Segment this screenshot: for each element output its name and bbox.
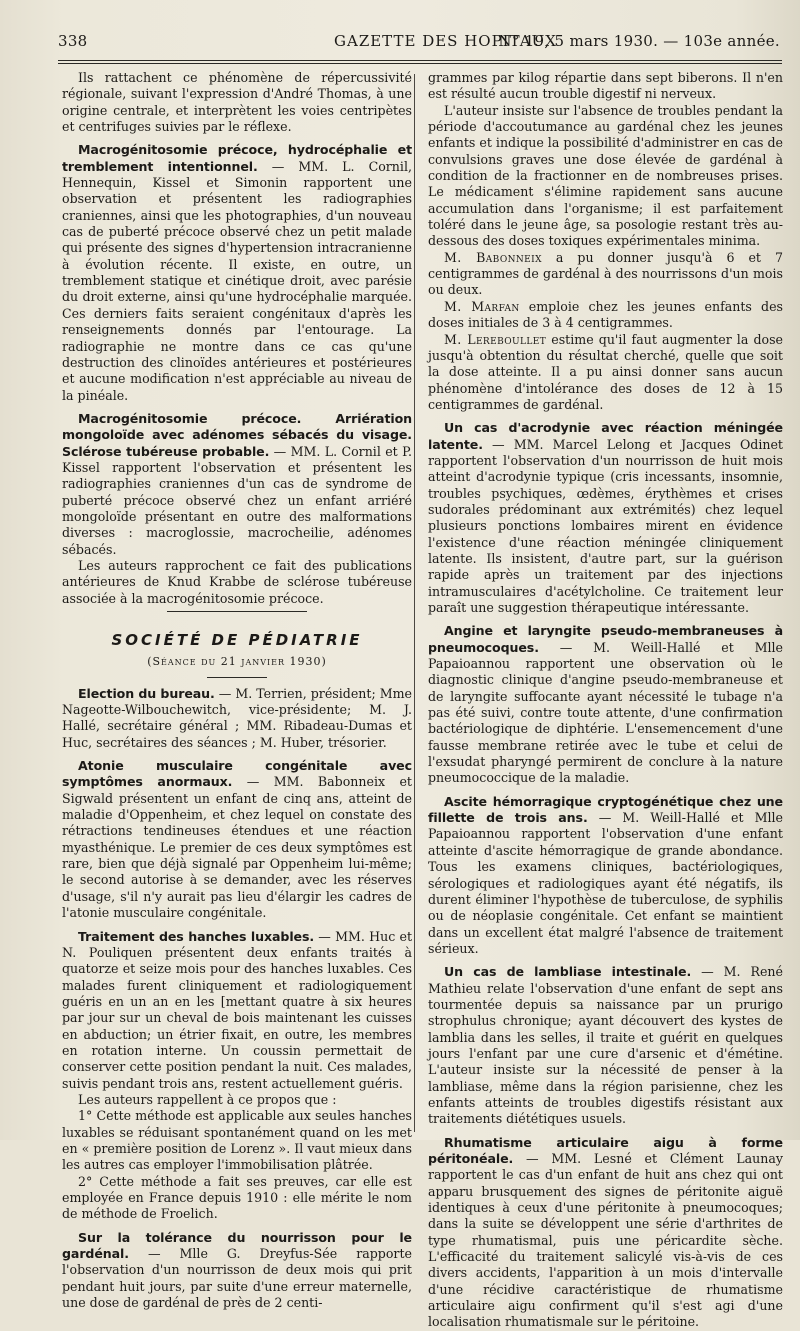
article-title: Un cas d'acrodynie avec réaction méningée latente.: [428, 420, 783, 452]
article-body: rapporte l'observation d'un nourrisson de deux mois qui prit pendant huit jours, par suite d'une erreur maternelle, une dose de gardénal de près de 2 centi-: [62, 1246, 412, 1311]
section-title: SOCIÉTÉ DE PÉDIATRIE: [111, 631, 363, 649]
header-rule: [58, 60, 782, 64]
article-angine: [428, 623, 783, 786]
article-authors: — MM. Marcel Lelong et Jacques Odinet: [492, 436, 783, 452]
article-body: estime qu'il faut augmenter la dose jusqu'à obtention du résultat cherché, quelle que soit la dose atteinte. Il a pu ainsi donner sans aucun phénomène d'intolérance des doses de 12 à 15 centigrammes de gardénal.: [428, 331, 783, 412]
article-title: Macrogénitosomie précoce, hydrocéphalie et tremblement intentionnel.: [62, 142, 412, 174]
article-body: rapportent l'observation et présentent les radiographies craniennes d'un cas de syndrome de puberté précoce observé chez un enfant arriéré mongoloïde présentant en outre des malformations diverses : macroglossie, macrocheilie, adénomes sébacés.: [62, 459, 412, 557]
article-authors: — Mlle G. Dreyfus-Sée: [147, 1246, 338, 1262]
article-macrogenitosomie-2: [62, 411, 412, 558]
article-atonie: [62, 758, 412, 921]
article-authors: — M. Weill-Hallé et Mlle Papaioannou: [428, 810, 783, 842]
article-authors: M. Marfan: [444, 298, 520, 314]
article-gardenal: [62, 1230, 412, 1312]
paragraph: [428, 250, 783, 299]
article-body: — M. Terrien, président; Mme Nageotte-Wilbouchewitch, vice-présidente; M. J. Hallé, secrétaire général ; MM. Ribadeau-Dumas et Huc, secrétaires des séances ; M. Huber, trésorier.: [62, 685, 412, 750]
journal-title: GAZETTE DES HOPITAUX: [334, 32, 557, 50]
paragraph: Les auteurs rappellent à ce propos que :: [78, 1091, 337, 1107]
article-acrodynie: [428, 420, 783, 616]
article-authors: M. Babonneix: [444, 249, 542, 265]
article-hanches: [62, 929, 412, 1092]
article-authors: — MM. Huc et N. Pouliquen: [62, 928, 413, 960]
article-authors: — MM. Babonneix et Sigwald: [62, 774, 412, 806]
article-authors: M. Lereboullet: [444, 331, 547, 347]
paragraph: L'auteur insiste sur l'absence de troubles pendant la période d'accoutumance au gardénal chez les jeunes enfants et indique la possibilité d'administrer en cas de convulsions graves une dose élevée de gardénal à condition de la fractionner en de nombreuses prises. Le médicament s'élimine rapidement sans aucune accumulation dans l'organisme; il est parfaitement toléré dans le jeune âge, sa posologie restant très au-dessous des doses toxiques expérimentales minima.: [428, 102, 783, 249]
article-title: Angine et laryngite pseudo-membraneuses à pneumocoques.: [428, 623, 783, 655]
article-title: Election du bureau.: [78, 685, 215, 701]
paragraph: 2° Cette méthode a fait ses preuves, car elle est employée en France depuis 1910 : elle mérite le nom de méthode de Froelich.: [62, 1173, 412, 1222]
left-column: [62, 70, 412, 1311]
paragraph: Ils rattachent ce phénomène de répercussivité régionale, suivant l'expression d'André Thomas, à une origine centrale, et interprètent les voies centripètes et centrifuges suivies par le réflexe.: [62, 70, 412, 135]
session-date: (Séance du 21 janvier 1930): [147, 655, 327, 669]
article-body: rapportent une observation où le diagnostic clinique d'angine pseudo-membraneuse et de laryngite suffocante ayant nécessité le tubage n'a pas été suivi, contre toute attente, d'une confirmation bactériologique de diphtérie. L'ensemencement d'une fausse membrane retirée avec le tube et celui de l'exsudat pharyngé permirent de conclure à la nature pneumococcique de la maladie.: [428, 656, 783, 786]
paragraph: [428, 332, 783, 414]
article-title: Traitement des hanches luxables.: [78, 928, 315, 944]
article-body: a pu donner jusqu'à 6 et 7 centigrammes de gardénal à des nourrissons d'un mois ou deux.: [428, 249, 783, 298]
article-authors: — MM. L. Cornil et P. Kissel: [62, 443, 412, 475]
article-title: Macrogénitosomie précoce. Arriération mongoloïde avec adénomes sébacés du visage. Sclérose tubéreuse probable.: [62, 410, 412, 459]
article-authors: — M. René Mathieu: [428, 964, 783, 996]
article-title: Atonie musculaire congénitale avec symptômes anormaux.: [62, 758, 412, 790]
article-title: Rhumatisme articulaire aigu à forme péritonéale.: [428, 1134, 783, 1166]
paragraph: [428, 299, 783, 332]
paragraph: grammes par kilog répartie dans sept biberons. Il n'en est résulté aucun trouble digestif ni nerveux.: [428, 70, 783, 102]
article-ascite: [428, 794, 783, 957]
article-authors: — MM. Lesné et Clément Launay: [526, 1151, 783, 1166]
article-body: emploie chez les jeunes enfants des doses initiales de 3 à 4 centigrammes.: [428, 298, 783, 331]
page-header: [58, 32, 780, 56]
article-body: rapportent l'observation d'un nourrisson de huit mois atteint d'acrodynie typique (cris incessants, insomnie, troubles psychiques, œdèmes, érythèmes et crises sudorales prédominant aux extrémités) chez lequel plusieurs ponctions lombaires mirent en évidence l'existence d'une réaction méningée cliniquement latente. Ils insistent, d'autre part, sur la guérison rapide après un traitement par des injections intramusculaires d'acétylcholine. Ce traitement leur paraît une suggestion thérapeutique intéressante.: [428, 452, 783, 615]
article-authors: — M. Weill-Hallé et Mlle Papaioannou: [428, 639, 783, 672]
article-body: rapportent le cas d'un enfant de huit ans chez qui ont apparu brusquement des signes de péritonite aiguë identiques à ceux d'une péritonite à pneumocoques; dans la suite se développent une série d'arthrites de type rhumatismal, puis une péricardite sèche. L'efficacité du traitement salicylé vis-à-vis de ces divers accidents, l'apparition à un mois d'intervalle d'une récidive caractéristique de rhumatisme articulaire aigu confirment qu'il s'est agi d'une localisation rhumatismale sur le péritoine.: [428, 1167, 783, 1330]
paragraph: 1° Cette méthode est applicable aux seules hanches luxables se réduisant spontanément quand on les met en « première position de Lorenz ». Il vaut mieux dans les autres cas employer l'immobilisation plâtrée.: [62, 1108, 412, 1173]
article-body: présentent deux enfants traités à quatorze et seize mois pour des hanches luxables. Ces malades furent cliniquement et radiologiquement guéris en un an en les [mettant quatre à six heures par jour sur un cheval de bois maintenant les cuisses en abduction; un étrier fixait, en outre, les membres en rotation interne. Un coussin permettait de conserver cette position pendant la nuit. Ces malades, suivis pendant trois ans, restent actuellement guéris.: [62, 944, 412, 1091]
issue-info: N° 19, 5 mars 1930. — 103e année.: [498, 32, 780, 50]
right-column: [428, 70, 783, 1331]
article-election: [62, 686, 412, 751]
article-body: relate l'observation d'une enfant de sept ans tourmentée depuis sa naissance par un prurigo strophulus chronique; ayant découvert des kystes de lamblia dans les selles, il traite et guérit en quelques jours l'enfant par une cure d'arsenic et d'émétine. L'auteur insiste sur la nécessité de penser à la lambliase, même dans la région parisienne, chez les enfants atteints de troubles digestifs résistant aux traitements diététiques usuels.: [428, 980, 783, 1127]
article-title: Ascite hémorragique cryptogénétique chez une fillette de trois ans.: [428, 793, 783, 826]
article-lambliase: [428, 964, 783, 1127]
article-macrogenitosomie-1: [62, 142, 412, 404]
article-rhumatisme: [428, 1135, 783, 1331]
section-rule: [167, 611, 307, 612]
article-title: Sur la tolérance du nourrisson pour le gardénal.: [62, 1229, 412, 1262]
article-body: rapportent une observation et présentent les radiographies craniennes, ainsi que les photographies, d'un nouveau cas de puberté précoce observé chez un petit malade qui présente des signes d'hypertension intracranienne à évolution récente. Il existe, en outre, un tremblement statique et cinétique droit, avec parésie du droit externe, ainsi qu'une hydrocéphalie marquée. Ces derniers faits seraient congénitaux d'après les renseignements donnés par l'entourage. La radiographie ne montre dans ce cas qu'une destruction des clinoïdes antérieures et postérieures et aucune modification n'est appréciable au niveau de la pinéale.: [62, 175, 412, 403]
article-authors: — MM. L. Cornil, Hennequin, Kissel et Simonin: [62, 158, 412, 191]
column-separator: [414, 74, 415, 1132]
article-body: présentent un enfant de cinq ans, atteint de maladie d'Oppenheim, et chez lequel on constate des rétractions tendineuses étendues et une réaction myasthénique. Le premier de ces deux symptômes est rare, bien que déjà signalé par Oppenheim lui-même; le second autorise à se demander, avec les réserves d'usage, s'il n'y aurait pas lieu d'élargir les cadres de l'atonie musculaire congénitale.: [62, 790, 412, 921]
article-title: Un cas de lambliase intestinale.: [444, 964, 692, 980]
section-rule: [207, 677, 267, 678]
article-body: rapportent l'observation d'une enfant atteinte d'ascite hémorragique de grande abondance. Tous les examens cliniques, bactériologiques, sérologiques et radiologiques ayant été négatifs, ils durent éliminer l'hypothèse de tuberculose, de syphilis ou de néoplasie congénitale. Cet enfant se maintient dans un excellent état malgré l'absence de traitement sérieux.: [428, 826, 783, 956]
paragraph: Les auteurs rapprochent ce fait des publications antérieures de Knud Krabbe de sclérose tubéreuse associée à la macrogénitosomie précoce.: [62, 557, 412, 606]
page-number: 338: [58, 32, 88, 50]
